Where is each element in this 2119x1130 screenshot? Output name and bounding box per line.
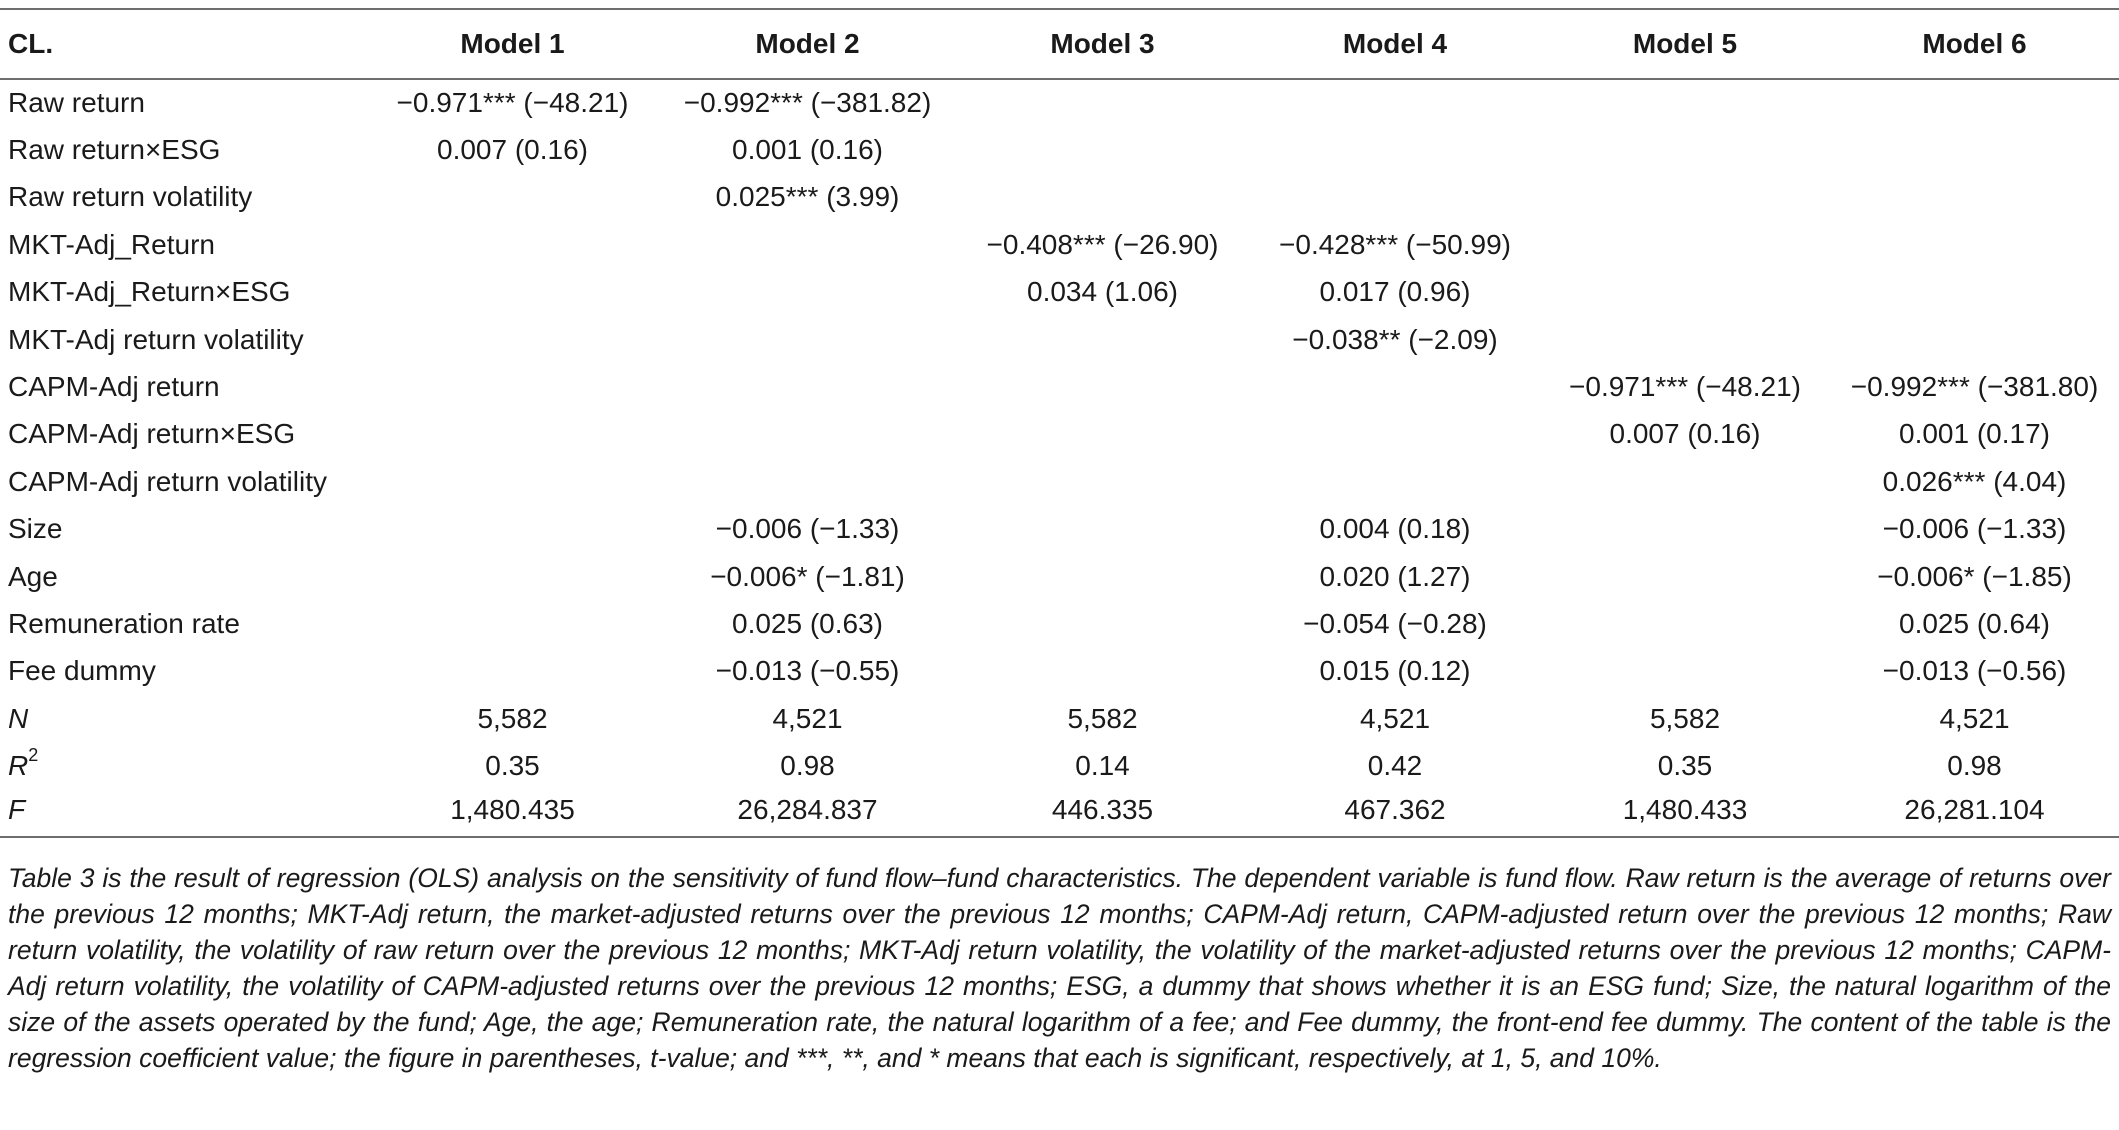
table-cell-model-2 (660, 363, 955, 410)
header-cell-model-4: Model 4 (1250, 9, 1540, 79)
table-cell-model-6: 0.001 (0.17) (1899, 418, 2050, 450)
table-row (0, 269, 2119, 316)
table-cell-model-1: 1,480.435 (365, 790, 660, 837)
row-label (0, 411, 365, 458)
row-label (0, 553, 365, 600)
table-row (0, 553, 2119, 600)
table-row (0, 506, 2119, 553)
table-cell-model-3: −0.408*** (−26.90) (986, 228, 1219, 260)
table-cell-model-5 (1540, 553, 1830, 600)
table-cell-model-4 (1250, 126, 1540, 173)
header-cell-model-5: Model 5 (1540, 9, 1830, 79)
table-cell-model-6 (1830, 316, 2119, 363)
table-row (0, 316, 2119, 363)
table-cell-model-5 (1540, 648, 1830, 695)
table-cell-model-4: 0.020 (1.27) (1319, 560, 1471, 592)
table-cell-model-1 (365, 506, 660, 553)
table-cell-model-5 (1540, 316, 1830, 363)
table-cell-model-6 (1830, 126, 2119, 173)
header-row (0, 9, 2119, 79)
table-cell-model-6: 4,521 (1939, 702, 2010, 734)
table-cell-model-3 (955, 458, 1250, 505)
table-row (0, 790, 2119, 837)
table-cell-model-1 (365, 269, 660, 316)
table-row (0, 600, 2119, 647)
table-cell-model-4 (1250, 363, 1540, 410)
table-cell-model-2 (660, 269, 955, 316)
row-label (0, 126, 365, 173)
table-cell-model-5 (1540, 600, 1830, 647)
table-row (0, 79, 2119, 126)
table-cell-model-1 (365, 600, 660, 647)
table-cell-model-4 (1250, 79, 1540, 126)
table-cell-model-1 (365, 458, 660, 505)
table-cell-model-3 (955, 316, 1250, 363)
table-cell-model-3 (955, 600, 1250, 647)
header-cell-model-2: Model 2 (660, 9, 955, 79)
row-label (0, 269, 365, 316)
row-label-text: CAPM-Adj return (8, 371, 220, 403)
footnote-text: is the result of regression (OLS) analysis on the sensitivity of fund flow–fund characteristics. The dependent variable is fund flow. Raw return is the average of returns over the previous 12 months; MKT-Adj return, the market-adjusted returns over the previous 12 months; CAPM-Adj return, CAPM-adjusted return over the previous 12 months; Raw return volatility, the volatility of raw return over the previous 12 months; MKT-Adj return volatility, the volatility of the market-adjusted returns over the previous 12 months; CAPM-Adj return volatility, the volatility of CAPM-adjusted returns over the previous 12 months; ESG, a dummy that shows whether it is an ESG fund; Size, the natural logarithm of the size of the assets operated by the fund; Age, the age; Remuneration rate, the natural logarithm of a fee; and Fee dummy, the front-end fee dummy. The content of the table is the regression coefficient value; the figure in parentheses, t-value; and ***, **, and * means that each is significant, respectively, at 1, 5, and 10%. (8, 863, 2111, 1073)
row-label (0, 648, 365, 695)
table-cell-model-2 (660, 221, 955, 268)
table-cell-model-2: 0.025 (0.63) (732, 607, 883, 639)
row-label (0, 506, 365, 553)
row-label-text: Raw return (8, 87, 145, 119)
table-cell-model-3 (955, 411, 1250, 458)
table-cell-model-1: 0.35 (485, 750, 540, 782)
table-cell-model-2: −0.992*** (−381.82) (683, 87, 932, 119)
table-row (0, 221, 2119, 268)
header-cell-model-3: Model 3 (955, 9, 1250, 79)
table-cell-model-2: 4,521 (772, 702, 843, 734)
table-cell-model-2: −0.013 (−0.55) (715, 655, 900, 687)
row-label-text: CAPM-Adj return volatility (8, 465, 327, 497)
table-cell-model-5 (1540, 269, 1830, 316)
table-cell-model-6 (1830, 221, 2119, 268)
table-cell-model-6 (1830, 174, 2119, 221)
row-label-text: R (8, 750, 29, 782)
table-cell-model-5 (1540, 79, 1830, 126)
table-cell-model-3 (955, 126, 1250, 173)
table-cell-model-6: 0.98 (1947, 750, 2002, 782)
table-cell-model-1 (365, 316, 660, 363)
row-label-text: Remuneration rate (8, 607, 240, 639)
table-cell-model-2 (660, 411, 955, 458)
table-cell-model-4 (1250, 458, 1540, 505)
table-cell-model-1 (365, 363, 660, 410)
table-row (0, 126, 2119, 173)
table-cell-model-1 (365, 648, 660, 695)
table-cell-model-6: −0.992*** (−381.80) (1850, 371, 2099, 403)
row-label (0, 695, 365, 742)
table-cell-model-6: −0.006* (−1.85) (1877, 560, 2072, 592)
table-cell-model-5: 0.35 (1657, 750, 1713, 782)
table-cell-model-4: 0.015 (0.12) (1319, 655, 1471, 687)
table-cell-model-1 (365, 411, 660, 458)
table-cell-model-4: 0.42 (1367, 750, 1423, 782)
table-footnote (8, 860, 2111, 1076)
table-body (0, 79, 2119, 837)
table-cell-model-6: 26,281.104 (1830, 790, 2119, 837)
table-row (0, 411, 2119, 458)
row-label-text: CAPM-Adj return×ESG (8, 418, 296, 450)
table-cell-model-4 (1250, 174, 1540, 221)
row-label (0, 174, 365, 221)
table-cell-model-5: 5,582 (1649, 702, 1721, 734)
table-cell-model-6 (1830, 79, 2119, 126)
table-row (0, 174, 2119, 221)
table-cell-model-6: −0.013 (−0.56) (1882, 655, 2067, 687)
table-cell-model-4: −0.428*** (−50.99) (1279, 228, 1511, 260)
table-cell-model-6: 0.026*** (4.04) (1882, 465, 2067, 497)
table-cell-model-1: 0.007 (0.16) (437, 134, 588, 166)
table-cell-model-2: 0.001 (0.16) (732, 134, 883, 166)
row-label (0, 363, 365, 410)
table-cell-model-2 (660, 458, 955, 505)
row-label (0, 458, 365, 505)
row-label-text: N (8, 702, 29, 734)
table-cell-model-2 (660, 316, 955, 363)
header-cell-variable: CL. (0, 9, 365, 79)
table-row (0, 363, 2119, 410)
row-label-text: F (8, 794, 26, 826)
row-label (0, 316, 365, 363)
table-cell-model-6 (1830, 269, 2119, 316)
footnote-table-reference: Table 3 (8, 863, 95, 893)
table-cell-model-1 (365, 221, 660, 268)
table-cell-model-2: 26,284.837 (660, 790, 955, 837)
table-row (0, 648, 2119, 695)
table-cell-model-3 (955, 553, 1250, 600)
table-cell-model-3: 446.335 (955, 790, 1250, 837)
table-cell-model-4: 0.004 (0.18) (1319, 513, 1471, 545)
table-cell-model-5 (1540, 174, 1830, 221)
table-cell-model-4: −0.054 (−0.28) (1303, 607, 1487, 639)
table-cell-model-4: −0.038** (−2.09) (1292, 323, 1498, 355)
regression-table-container (0, 8, 2119, 838)
table-cell-model-4 (1250, 411, 1540, 458)
table-cell-model-5 (1540, 221, 1830, 268)
table-cell-model-4: 467.362 (1250, 790, 1540, 837)
row-label-text: Age (8, 560, 58, 592)
table-cell-model-3: 5,582 (1067, 702, 1138, 734)
header-cell-model-6: Model 6 (1830, 9, 2119, 79)
table-cell-model-5: 1,480.433 (1540, 790, 1830, 837)
table-cell-model-3: 0.14 (1075, 750, 1130, 782)
table-cell-model-4: 0.017 (0.96) (1319, 276, 1471, 308)
row-label (0, 221, 365, 268)
header-cell-model-1: Model 1 (365, 9, 660, 79)
row-label-superscript: 2 (28, 745, 39, 766)
row-label-text: MKT-Adj return volatility (8, 323, 304, 355)
row-label-text: MKT-Adj_Return×ESG (8, 276, 291, 308)
table-cell-model-6: 0.025 (0.64) (1899, 607, 2050, 639)
table-cell-model-5: −0.971*** (−48.21) (1569, 371, 1801, 403)
table-cell-model-4: 4,521 (1359, 702, 1431, 734)
table-cell-model-1: −0.971*** (−48.21) (396, 87, 629, 119)
row-label-text: Raw return volatility (8, 181, 253, 213)
table-cell-model-3 (955, 363, 1250, 410)
table-cell-model-2: −0.006* (−1.81) (710, 560, 905, 592)
table-header (0, 9, 2119, 79)
table-cell-model-5 (1540, 506, 1830, 553)
table-cell-model-5 (1540, 126, 1830, 173)
row-label (0, 790, 365, 837)
table-cell-model-3 (955, 506, 1250, 553)
row-label-text: Fee dummy (8, 655, 156, 687)
row-label (0, 742, 365, 789)
table-row (0, 458, 2119, 505)
row-label (0, 79, 365, 126)
table-cell-model-1 (365, 174, 660, 221)
table-cell-model-1 (365, 553, 660, 600)
row-label (0, 600, 365, 647)
table-cell-model-2: 0.98 (780, 750, 835, 782)
table-row (0, 742, 2119, 789)
table-cell-model-5: 0.007 (0.16) (1609, 418, 1761, 450)
table-cell-model-1: 5,582 (477, 702, 548, 734)
table-cell-model-2: −0.006 (−1.33) (715, 513, 900, 545)
table-cell-model-2: 0.025*** (3.99) (715, 181, 900, 213)
table-cell-model-3: 0.034 (1.06) (1027, 276, 1178, 308)
row-label-text: Size (8, 513, 63, 545)
table-cell-model-3 (955, 648, 1250, 695)
row-label-text: Raw return×ESG (8, 134, 221, 166)
table-cell-model-6: −0.006 (−1.33) (1882, 513, 2067, 545)
regression-table (0, 8, 2119, 838)
row-label-text: MKT-Adj_Return (8, 228, 215, 260)
table-row (0, 695, 2119, 742)
table-cell-model-5 (1540, 458, 1830, 505)
table-cell-model-3 (955, 79, 1250, 126)
table-cell-model-3 (955, 174, 1250, 221)
